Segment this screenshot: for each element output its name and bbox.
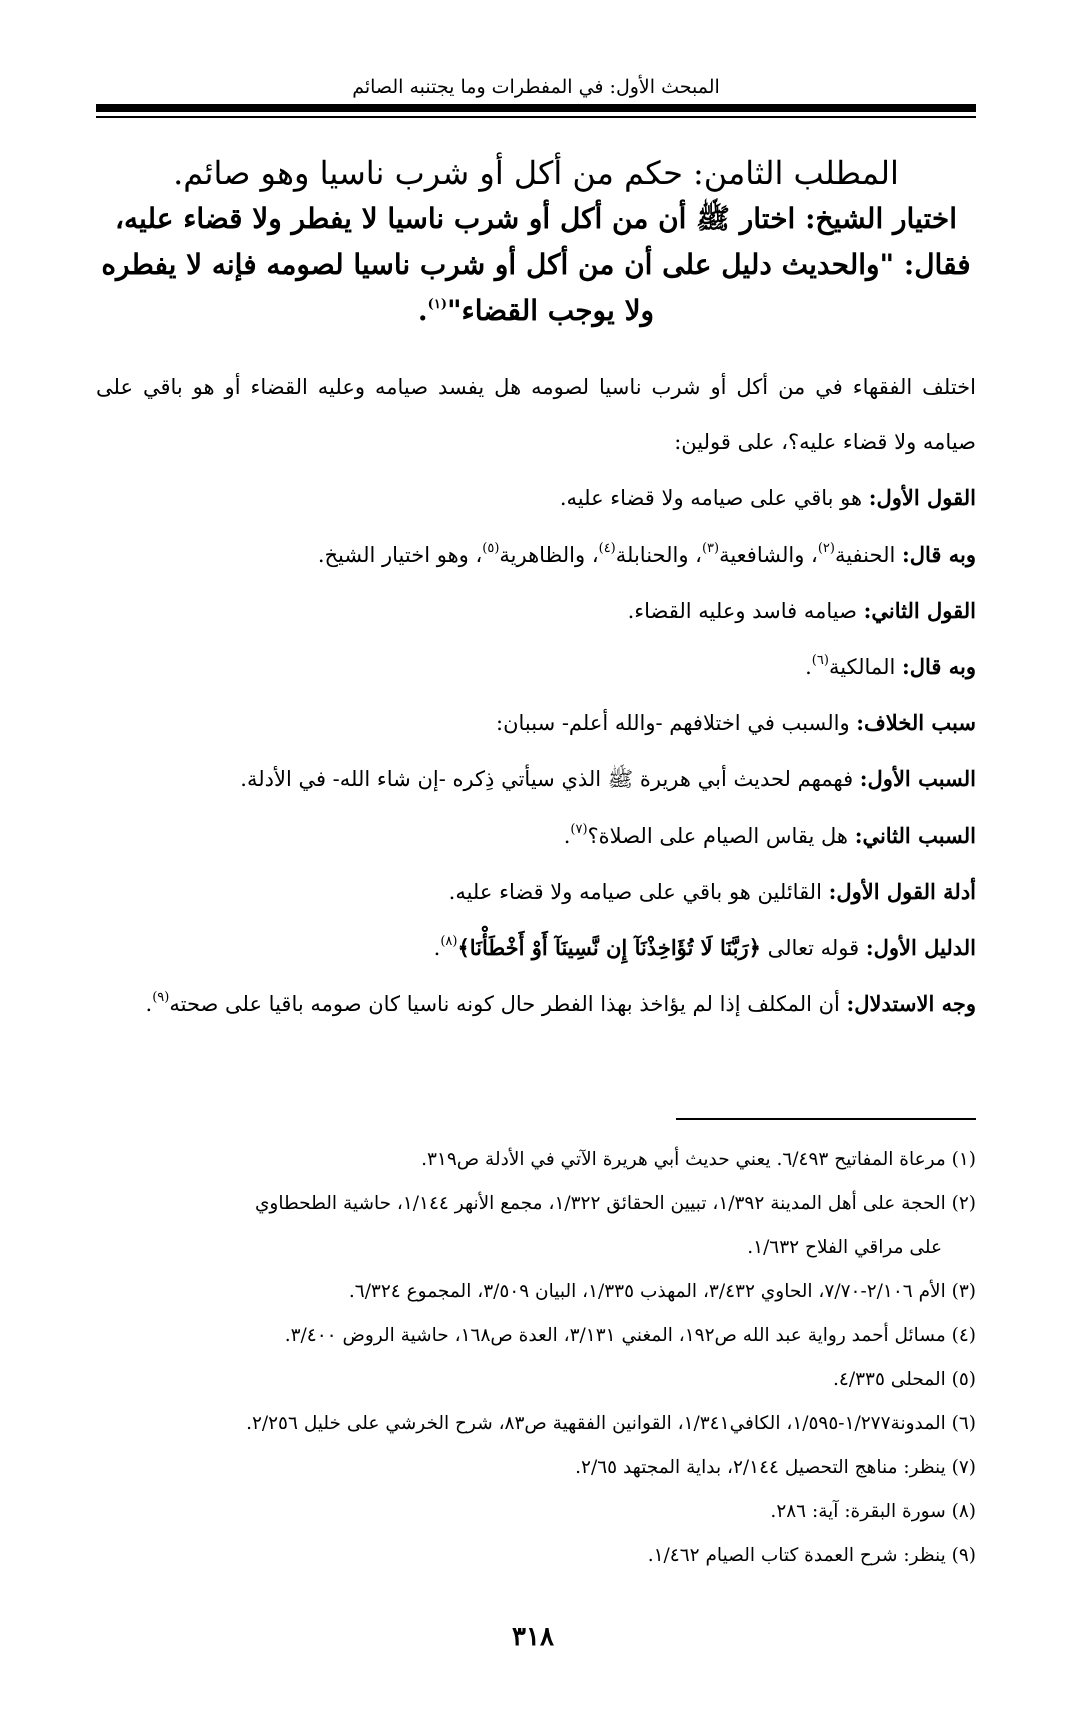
inference-paragraph (96, 976, 976, 1032)
cause-label: سبب الخلاف: (856, 710, 976, 736)
holders-label: وبه قال: (901, 541, 976, 567)
quran-verse: ﴿رَبَّنَا لَا تُؤَاخِذْنَآ إِن نَّسِينَآ أَوْ أَخْطَأْنَا﴾ (457, 935, 761, 961)
inference-text: أن المكلف إذا لم يؤاخذ بهذا الفطر حال كونه ناسيا كان صومه باقيا على صحته (169, 992, 847, 1017)
second-cause (96, 808, 976, 864)
main-text (96, 360, 976, 1032)
header-rule (96, 104, 976, 112)
footnote-9: (٩) ينظر: شرح العمدة كتاب الصيام ١/٤٦٢. (647, 1545, 976, 1566)
shafii-text: ، والشافعية (719, 542, 818, 567)
footnote-6: (٦) المدونة١/٢٧٧-١/٥٩٥، الكافي١/٣٤١، القوانين الفقهية ص٨٣، شرح الخرشي على خليل ٢/٢٥٦. (246, 1413, 976, 1434)
holders-label-2: وبه قال: (901, 654, 976, 680)
footnote-ref-5: (٥) (482, 540, 500, 556)
running-header: المبحث الأول: في المفطرات وما يجتنبه الصائم (352, 76, 720, 98)
hanbali-text: ، والحنابلة (615, 542, 702, 567)
second-opinion (96, 583, 976, 639)
second-cause-label: السبب الثاني: (854, 822, 976, 848)
footnote-ref-3: (٣) (701, 540, 720, 556)
sheikh-choice-line-3 (100, 288, 972, 334)
first-evidence-end: . (433, 936, 441, 961)
first-cause (96, 751, 976, 807)
section-title: المطلب الثامن: حكم من أكل أو شرب ناسيا وهو صائم. (173, 154, 899, 192)
footnotes (96, 1138, 976, 1578)
sheikh-choice-text: ولا يوجب القضاء" (446, 294, 655, 327)
footnote-ref-6: (٦) (811, 653, 829, 669)
first-opinion-text: هو باقي على صيامه ولا قضاء عليه. (559, 486, 869, 511)
second-cause-end: . (563, 823, 571, 848)
footnote-4: (٤) مسائل أحمد رواية عبد الله ص١٩٢، المغني ٣/١٣١، العدة ص١٦٨، حاشية الروض ٣/٤٠٠. (284, 1325, 976, 1346)
evidence-text: القائلين هو باقي على صيامه ولا قضاء عليه. (448, 879, 829, 904)
footnote-2-continued: على مراقي الفلاح ١/٦٣٢. (747, 1237, 942, 1258)
footnote-2: (٢) الحجة على أهل المدينة ١/٣٩٢، تبيين الحقائق ١/٣٢٢، مجمع الأنهر ١/١٤٤، حاشية الطحطاوي (254, 1193, 976, 1214)
zahiri-text: ، والظاهرية (499, 542, 599, 567)
first-evidence-label: الدليل الأول: (865, 935, 976, 961)
first-opinion-label: القول الأول: (868, 485, 976, 511)
first-evidence-text: قوله تعالى (760, 936, 866, 961)
footnote-8: (٨) سورة البقرة: آية: ٢٨٦. (770, 1501, 976, 1522)
first-opinion (96, 470, 976, 526)
maliki-text: المالكية (828, 655, 902, 680)
second-holders-end: . (805, 655, 812, 680)
footnote-ref-1: (١) (427, 296, 447, 312)
section-heading (100, 150, 972, 334)
second-opinion-holders (96, 639, 976, 695)
first-cause-text: فهمهم لحديث أبي هريرة ﷺ الذي سيأتي ذِكره -إن شاء الله- في الأدلة. (240, 767, 860, 792)
footnote-ref-2: (٢) (817, 540, 835, 556)
footnote-1: (١) مرعاة المفاتيح ٦/٤٩٣. يعني حديث أبي هريرة الآتي في الأدلة ص٣١٩. (421, 1149, 976, 1170)
footnote-5: (٥) المحلى ٤/٣٣٥. (833, 1369, 976, 1390)
cause-text: والسبب في اختلافهم -والله أعلم- سببان: (496, 711, 857, 736)
first-opinion-evidence (96, 864, 976, 920)
first-opinion-holders (96, 527, 976, 583)
footnote-3: (٣) الأم ٢/١٠٦-٧/٧٠، الحاوي ٣/٤٣٢، المهذب ١/٣٣٥، البيان ٣/٥٠٩، المجموع ٦/٣٢٤. (348, 1281, 976, 1302)
second-opinion-text: صيامه فاسد وعليه القضاء. (627, 598, 864, 623)
sheikh-choice-end: . (417, 294, 428, 327)
intro-paragraph: اختلف الفقهاء في من أكل أو شرب ناسيا لصومه هل يفسد صيامه وعليه القضاء أو هو باقي على صيامه ولا قضاء عليه؟، على قولين: (96, 375, 976, 455)
footnote-separator (676, 1118, 976, 1120)
footnote-ref-9: (٩) (152, 990, 170, 1006)
second-cause-text: هل يقاس الصيام على الصلاة؟ (587, 823, 855, 848)
cause-of-dispute (96, 695, 976, 751)
page-number: ٣١٨ (512, 1622, 554, 1652)
second-opinion-label: القول الثاني: (863, 597, 976, 623)
inference-end: . (145, 992, 153, 1017)
sheikh-choice-line-2: فقال: "والحديث دليل على أن من أكل أو شرب ناسيا لصومه فإنه لا يفطره (101, 248, 971, 281)
footnote-7: (٧) ينظر: مناهج التحصيل ٢/١٤٤، بداية المجتهد ٢/٦٥. (575, 1457, 976, 1478)
footnote-ref-4: (٤) (598, 540, 616, 556)
footnote-ref-7: (٧) (570, 821, 588, 837)
first-evidence (96, 920, 976, 976)
hanafi-text: الحنفية (834, 542, 902, 567)
sheikh-choice-line-1: اختيار الشيخ: اختار ﷺ أن من أكل أو شرب ناسيا لا يفطر ولا قضاء عليه، (114, 202, 958, 235)
footnote-ref-8: (٨) (440, 934, 458, 950)
first-cause-label: السبب الأول: (859, 766, 976, 792)
sheikh-choice-note: ، وهو اختيار الشيخ. (317, 542, 483, 567)
inference-label: وجه الاستدلال: (846, 991, 976, 1017)
evidence-label: أدلة القول الأول: (828, 878, 976, 904)
